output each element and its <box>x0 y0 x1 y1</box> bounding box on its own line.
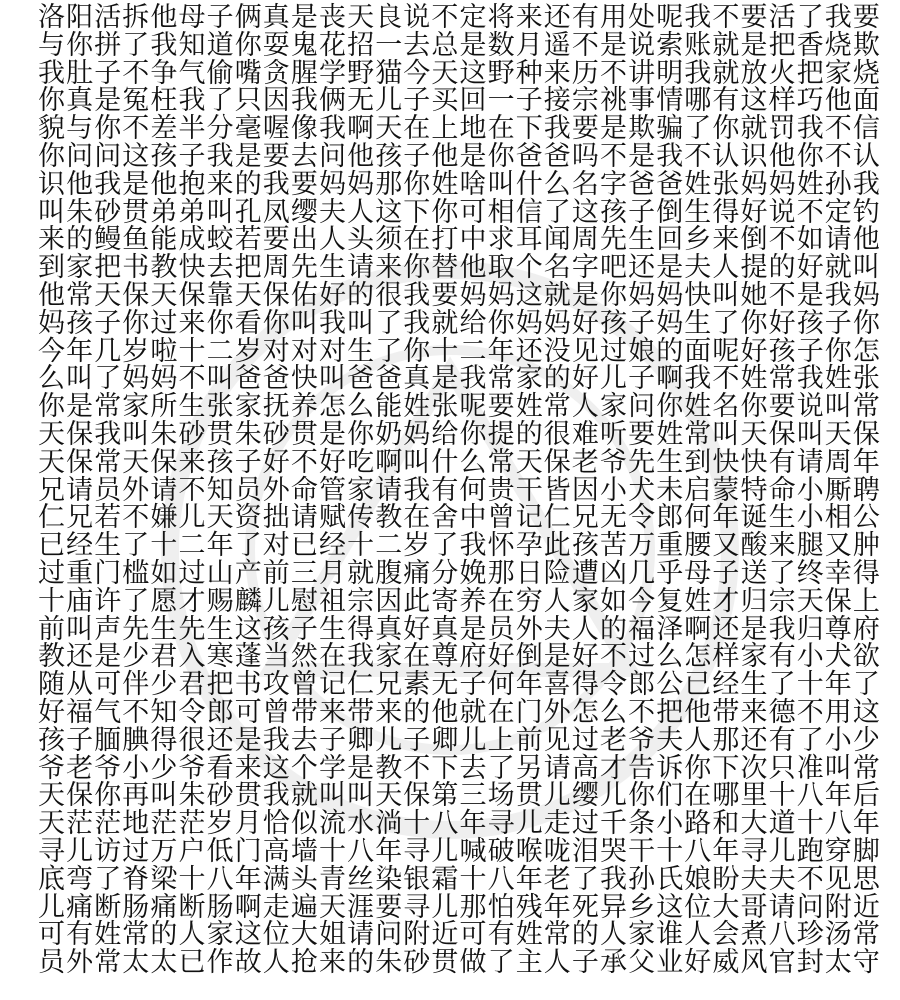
text-line: 前叫声先生先生这孩子生得真好真是员外夫人的福泽啊还是我归尊府 <box>38 613 881 645</box>
text-line: 识他我是他抱来的我要妈妈那你姓啥叫什么名字爸爸姓张妈妈姓孙我 <box>38 168 881 200</box>
text-line: 你问问这孩子我是要去问他孩子他是你爸爸吗不是我不认识他你不认 <box>38 140 881 172</box>
text-line: 好福气不知令郎可曾带来带来的他就在门外怎么不把他带来德不用这 <box>38 696 881 728</box>
text-line: 天保常天保来孩子好不好吃啊叫什么常天保老爷先生到快快有请周年 <box>38 446 881 478</box>
text-line: 兄请员外请不知员外命管家请我有何贵干皆因小犬未启蒙特命小厮聘 <box>38 474 881 506</box>
text-line: 来的鳗鱼能成蛟若要出人头须在打中求耳闻周先生回乡来倒不如请他 <box>38 224 881 256</box>
text-line: 叫朱砂贯弟弟叫孔凤缨夫人这下你可相信了这孩子倒生得好说不定钓 <box>38 196 881 228</box>
text-line: 么叫了妈妈不叫爸爸快叫爸爸真是我常家的好儿子啊我不姓常我姓张 <box>38 363 881 395</box>
text-line: 你真是冤枉我了只因我俩无儿子买回一子接宗祧事情哪有这样巧他面 <box>38 85 881 117</box>
text-line: 与你拼了我知道你耍鬼花招一去总是数月遥不是说索账就是把香烧欺 <box>38 29 881 61</box>
text-line: 天保我叫朱砂贯朱砂贯是你奶妈给你提的很难听要姓常叫天保叫天保 <box>38 418 881 450</box>
text-line: 到家把书教快去把周先生请来你替他取个名字吧还是夫人提的好就叫 <box>38 252 881 284</box>
text-line: 十庙许了愿才赐麟儿慰祖宗因此寄养在穷人家如今复姓才归宗天保上 <box>38 585 881 617</box>
text-line: 寻儿访过万户低门高墙十八年寻儿喊破喉咙泪哭干十八年寻儿跑穿脚 <box>38 835 881 867</box>
text-line: 我肚子不争气偷嘴贪腥学野猫今天这野种来历不讲明我就放火把家烧 <box>38 57 881 89</box>
text-line: 妈孩子你过来你看你叫我叫了我就给你妈妈好孩子妈生了你好孩子你 <box>38 307 881 339</box>
text-line: 仁兄若不嫌儿天资拙请赋传教在舍中曾记仁兄无令郎何年诞生小相公 <box>38 502 881 534</box>
text-line: 爷老爷小少爷看来这个学是教不下去了另请高才告诉你下次只准叫常 <box>38 752 881 784</box>
text-line: 可有姓常的人家这位大姐请问附近可有姓常的人家谁人会煮八珍汤常 <box>38 919 881 951</box>
text-line: 他常天保天保靠天保佑好的很我要妈妈这就是你妈妈快叫她不是我妈 <box>38 279 881 311</box>
text-line: 儿痛断肠痛断肠啊走遍天涯要寻儿那怕残年死异乡这位大哥请问附近 <box>38 891 881 923</box>
text-line: 底弯了脊梁十八年满头青丝染银霜十八年老了我孙氏娘盼夫夫不见思 <box>38 863 881 895</box>
text-line: 洛阳活拆他母子俩真是丧天良说不定将来还有用处呢我不要活了我要 <box>38 2 881 33</box>
text-line: 孩子腼腆得很还是我去子卿儿子卿儿上前见过老爷夫人那还有了小少 <box>38 724 881 756</box>
text-line: 过重门槛如过山产前三月就腹痛分娩那日险遭凶几乎母子送了终幸得 <box>38 557 881 589</box>
text-line: 教还是少君入寒蓬当然在我家在尊府好倒是好不过么怎样家有小犬欲 <box>38 641 881 673</box>
text-line: 天保你再叫朱砂贯我就叫叫天保第三场贯儿缨儿你们在哪里十八年后 <box>38 780 881 812</box>
text-line: 貌与你不差半分毫喔像我啊天在上地在下我要是欺骗了你就罚我不信 <box>38 113 881 145</box>
text-line: 员外常太太已作故人抢来的朱砂贯做了主人子承父业好威风官封太守 <box>38 947 881 979</box>
text-line: 已经生了十二年了对已经十二岁了我怀孕此孩苦万重腰又酸来腿又肿 <box>38 530 881 562</box>
text-line: 天茫茫地茫茫岁月恰似流水淌十八年寻儿走过千条小路和大道十八年 <box>38 808 881 840</box>
text-line: 你是常家所生张家抚养怎么能姓张呢要姓常人家问你姓名你要说叫常 <box>38 391 881 423</box>
text-line: 随从可伴少君把书攻曾记仁兄素无子何年喜得令郎公已经生了十年了 <box>38 669 881 701</box>
text-line: 今年几岁啦十二岁对对对生了你十二年还没见过娘的面呢好孩子你怎 <box>38 335 881 367</box>
text-block <box>38 2 881 979</box>
